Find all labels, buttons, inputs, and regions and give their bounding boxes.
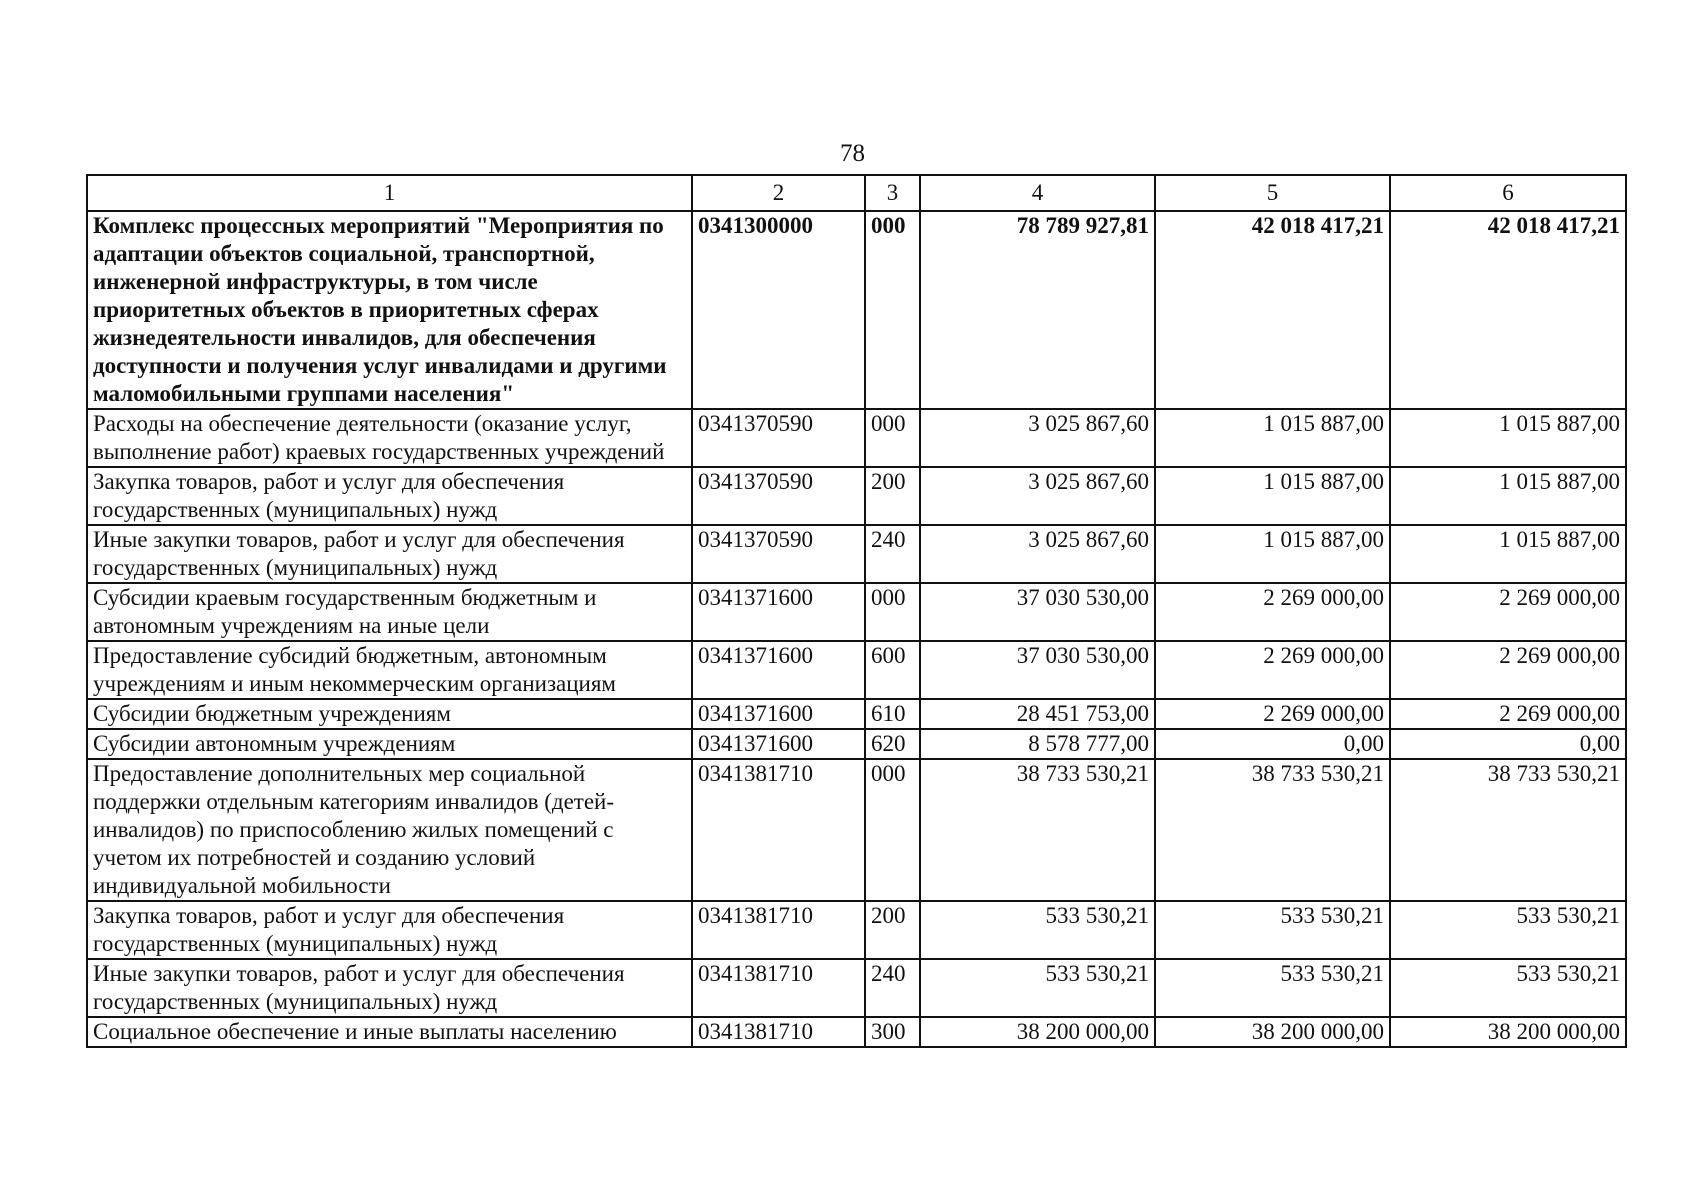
budget-table xyxy=(86,174,1627,1048)
row-kind: 610 xyxy=(865,699,920,729)
row-code: 0341371600 xyxy=(692,699,865,729)
row-amount-6: 2 269 000,00 xyxy=(1390,699,1626,729)
row-kind: 000 xyxy=(865,211,920,409)
row-amount-4: 3 025 867,60 xyxy=(920,467,1155,525)
row-amount-4: 38 733 530,21 xyxy=(920,759,1155,901)
row-amount-4: 37 030 530,00 xyxy=(920,583,1155,641)
row-code: 0341370590 xyxy=(692,467,865,525)
row-name: Предоставление субсидий бюджетным, автономным учреждениям и иным некоммерческим организациям xyxy=(87,641,692,699)
row-kind: 000 xyxy=(865,583,920,641)
row-code: 0341381710 xyxy=(692,959,865,1017)
table-row xyxy=(87,1017,1626,1047)
row-amount-4: 28 451 753,00 xyxy=(920,699,1155,729)
table-row xyxy=(87,641,1626,699)
table-row xyxy=(87,699,1626,729)
table-header-row xyxy=(87,175,1626,211)
row-name: Субсидии краевым государственным бюджетным и автономным учреждениям на иные цели xyxy=(87,583,692,641)
row-kind: 200 xyxy=(865,901,920,959)
row-name: Иные закупки товаров, работ и услуг для обеспечения государственных (муниципальных) нужд xyxy=(87,525,692,583)
row-code: 0341371600 xyxy=(692,729,865,759)
row-amount-4: 533 530,21 xyxy=(920,901,1155,959)
row-name: Комплекс процессных мероприятий "Мероприятия по адаптации объектов социальной, транспортной, инженерной инфраструктуры, в том числе приоритетных объектов в приоритетных сферах жизнедеятельности инвалидов, для обеспечения доступности и получения услуг инвалидами и другими маломобильными группами населения" xyxy=(87,211,692,409)
row-amount-6: 1 015 887,00 xyxy=(1390,409,1626,467)
row-name: Субсидии автономным учреждениям xyxy=(87,729,692,759)
row-amount-5: 0,00 xyxy=(1155,729,1390,759)
row-amount-5: 2 269 000,00 xyxy=(1155,699,1390,729)
row-amount-5: 533 530,21 xyxy=(1155,901,1390,959)
row-amount-4: 37 030 530,00 xyxy=(920,641,1155,699)
column-header: 1 xyxy=(87,175,692,211)
row-amount-4: 3 025 867,60 xyxy=(920,409,1155,467)
row-amount-5: 1 015 887,00 xyxy=(1155,409,1390,467)
row-name: Закупка товаров, работ и услуг для обеспечения государственных (муниципальных) нужд xyxy=(87,467,692,525)
table-row xyxy=(87,525,1626,583)
row-amount-5: 2 269 000,00 xyxy=(1155,583,1390,641)
row-name: Иные закупки товаров, работ и услуг для обеспечения государственных (муниципальных) нужд xyxy=(87,959,692,1017)
column-header: 5 xyxy=(1155,175,1390,211)
row-amount-4: 78 789 927,81 xyxy=(920,211,1155,409)
row-code: 0341371600 xyxy=(692,641,865,699)
row-code: 0341370590 xyxy=(692,409,865,467)
row-code: 0341370590 xyxy=(692,525,865,583)
table-row xyxy=(87,409,1626,467)
row-code: 0341381710 xyxy=(692,901,865,959)
row-amount-4: 3 025 867,60 xyxy=(920,525,1155,583)
table-row xyxy=(87,729,1626,759)
row-amount-6: 533 530,21 xyxy=(1390,901,1626,959)
column-header: 4 xyxy=(920,175,1155,211)
row-amount-6: 0,00 xyxy=(1390,729,1626,759)
row-amount-6: 1 015 887,00 xyxy=(1390,525,1626,583)
row-amount-6: 2 269 000,00 xyxy=(1390,583,1626,641)
row-kind: 240 xyxy=(865,525,920,583)
row-amount-6: 38 200 000,00 xyxy=(1390,1017,1626,1047)
row-amount-5: 1 015 887,00 xyxy=(1155,467,1390,525)
row-amount-5: 2 269 000,00 xyxy=(1155,641,1390,699)
row-amount-6: 2 269 000,00 xyxy=(1390,641,1626,699)
row-name: Социальное обеспечение и иные выплаты населению xyxy=(87,1017,692,1047)
row-code: 0341381710 xyxy=(692,759,865,901)
table-row xyxy=(87,901,1626,959)
row-name: Закупка товаров, работ и услуг для обеспечения государственных (муниципальных) нужд xyxy=(87,901,692,959)
table-row xyxy=(87,959,1626,1017)
row-kind: 620 xyxy=(865,729,920,759)
row-amount-5: 38 200 000,00 xyxy=(1155,1017,1390,1047)
row-name: Расходы на обеспечение деятельности (оказание услуг, выполнение работ) краевых государственных учреждений xyxy=(87,409,692,467)
row-code: 0341300000 xyxy=(692,211,865,409)
row-code: 0341371600 xyxy=(692,583,865,641)
row-amount-4: 533 530,21 xyxy=(920,959,1155,1017)
row-amount-5: 533 530,21 xyxy=(1155,959,1390,1017)
row-kind: 240 xyxy=(865,959,920,1017)
row-amount-5: 42 018 417,21 xyxy=(1155,211,1390,409)
row-amount-4: 38 200 000,00 xyxy=(920,1017,1155,1047)
column-header: 3 xyxy=(865,175,920,211)
row-kind: 300 xyxy=(865,1017,920,1047)
row-amount-6: 38 733 530,21 xyxy=(1390,759,1626,901)
row-name: Предоставление дополнительных мер социальной поддержки отдельным категориям инвалидов (детей-инвалидов) по приспособлению жилых помещений с учетом их потребностей и созданию условий индивидуальной мобильности xyxy=(87,759,692,901)
table-row xyxy=(87,211,1626,409)
row-amount-5: 38 733 530,21 xyxy=(1155,759,1390,901)
column-header: 6 xyxy=(1390,175,1626,211)
row-code: 0341381710 xyxy=(692,1017,865,1047)
row-amount-6: 1 015 887,00 xyxy=(1390,467,1626,525)
row-kind: 200 xyxy=(865,467,920,525)
table-row xyxy=(87,759,1626,901)
row-kind: 000 xyxy=(865,759,920,901)
page-number: 78 xyxy=(840,140,865,167)
table-row xyxy=(87,467,1626,525)
row-amount-4: 8 578 777,00 xyxy=(920,729,1155,759)
row-amount-6: 42 018 417,21 xyxy=(1390,211,1626,409)
table-row xyxy=(87,583,1626,641)
row-amount-5: 1 015 887,00 xyxy=(1155,525,1390,583)
row-kind: 000 xyxy=(865,409,920,467)
row-name: Субсидии бюджетным учреждениям xyxy=(87,699,692,729)
column-header: 2 xyxy=(692,175,865,211)
row-amount-6: 533 530,21 xyxy=(1390,959,1626,1017)
row-kind: 600 xyxy=(865,641,920,699)
